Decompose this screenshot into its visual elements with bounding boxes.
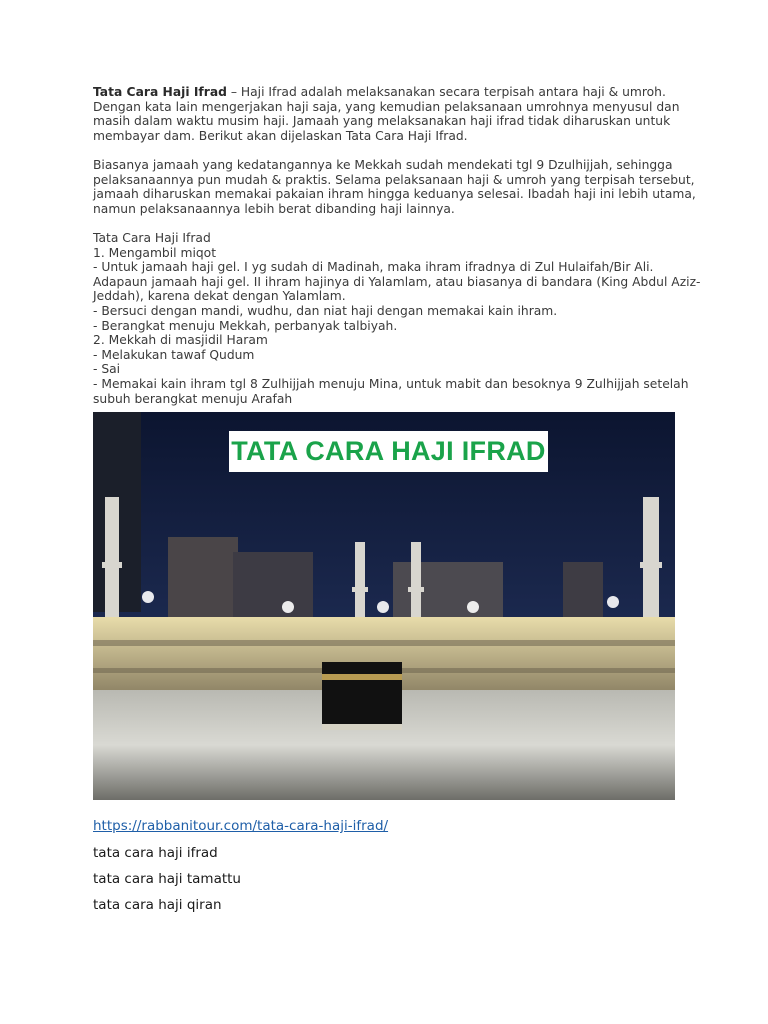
step-line: Adapaun jamaah haji gel. II ihram hajinya di Yalamlam, atau biasanya di bandara (King Abdul Aziz- (93, 274, 701, 289)
paragraph-line: namun pelaksanaannya lebih berat dibanding haji lainnya. (93, 201, 455, 216)
step-line: subuh berangkat menuju Arafah (93, 391, 293, 406)
source-link[interactable]: https://rabbanitour.com/tata-cara-haji-ifrad/ (93, 818, 389, 834)
step-line: 2. Mekkah di masjidil Haram (93, 333, 268, 348)
intro-line: masih dalam waktu musim haji. Jamaah yang melaksanakan haji ifrad tidak diharuskan untuk (93, 114, 671, 129)
second-paragraph (93, 158, 696, 216)
intro-line-rest: – Haji Ifrad adalah melaksanakan secara terpisah antara haji & umroh. (226, 85, 666, 99)
step-line: 1. Mengambil miqot (93, 245, 217, 260)
tag-haji-tamattu: tata cara haji tamattu (93, 871, 241, 887)
step-line: - Sai (93, 362, 121, 377)
photo-banner (229, 431, 548, 472)
article-title: Tata Cara Haji Ifrad (93, 85, 227, 99)
step-line: - Memakai kain ihram tgl 8 Zulhijjah menuju Mina, untuk mabit dan besoknya 9 Zulhijjah setelah (93, 376, 689, 391)
step-line: - Bersuci dengan mandi, wudhu, dan niat haji dengan memakai kain ihram. (93, 303, 558, 318)
step-line: - Melakukan tawaf Qudum (93, 347, 255, 362)
step-line: - Untuk jamaah haji gel. I yg sudah di Madinah, maka ihram ifradnya di Zul Hulaifah/Bir Ali. (93, 260, 654, 275)
step-line: - Berangkat menuju Mekkah, perbanyak talbiyah. (93, 318, 398, 333)
intro-line: Dengan kata lain mengerjakan haji saja, yang kemudian pelaksanaan umrohnya menyusul dan (93, 99, 680, 114)
tag-haji-ifrad: tata cara haji ifrad (93, 845, 218, 861)
kaaba-photo (93, 412, 675, 800)
step-line: Jeddah), karena dekat dengan Yalamlam. (93, 289, 346, 304)
intro-paragraph (93, 85, 678, 143)
intro-line (93, 85, 678, 100)
paragraph-line: pelaksanaannya pun mudah & praktis. Selama pelaksanaan haji & umroh yang terpisah tersebut, (93, 172, 695, 187)
banner-text: TATA CARA HAJI IFRAD (231, 436, 546, 466)
tag-haji-qiran: tata cara haji qiran (93, 897, 222, 913)
paragraph-line: Biasanya jamaah yang kedatangannya ke Mekkah sudah mendekati tgl 9 Dzulhijjah, sehingga (93, 158, 673, 172)
intro-line: membayar dam. Berikut akan dijelaskan Tata Cara Haji Ifrad. (93, 128, 468, 143)
steps-heading: Tata Cara Haji Ifrad (93, 231, 211, 245)
paragraph-line: jamaah diharuskan memakai pakaian ihram hingga keduanya selesai. Ibadah haji ini lebih utama, (93, 187, 696, 202)
steps-list (93, 231, 701, 406)
